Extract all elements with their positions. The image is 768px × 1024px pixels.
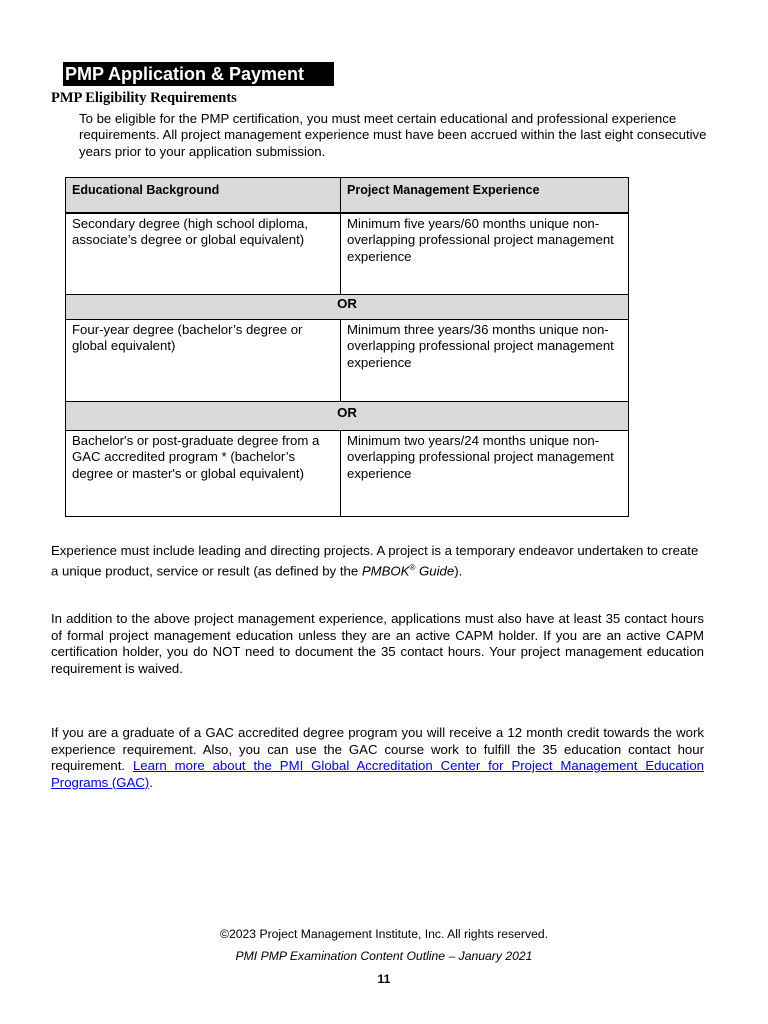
page-subtitle: PMP Eligibility Requirements <box>51 90 237 106</box>
eligibility-table <box>65 177 629 517</box>
education-cell: Bachelor's or post-graduate degree from a GAC accredited program * (bachelor’s degree or master's or global equivalent) <box>66 431 341 517</box>
experience-cell: Minimum two years/24 months unique non-overlapping professional project management experience <box>341 431 629 517</box>
page-number: 11 <box>377 972 391 986</box>
or-label: OR <box>66 402 629 431</box>
column-header-education: Educational Background <box>66 178 341 214</box>
gac-paragraph <box>51 725 704 791</box>
experience-paragraph <box>51 543 704 580</box>
education-paragraph: In addition to the above project management experience, applications must also have at least 35 contact hours of formal project management education unless they are an active CAPM holder. If you are an active CAPM certification holder, you do NOT need to document the 35 contact hours. Your project management education requirement is waived. <box>51 611 704 676</box>
paragraph-text: If you are a graduate of a GAC accredited degree program you will receive a 12 month credit towards the work experience requirement. Also, you can use the GAC course work to fulfill the 35 education contact hour requirement. <box>51 725 704 774</box>
document-title: PMI PMP Examination Content Outline – January 2021 <box>235 949 533 963</box>
pmbok-title: PMBOK <box>361 562 410 578</box>
copyright-notice: ©2023 Project Management Institute, Inc. All rights reserved. <box>219 927 549 941</box>
table-header-row <box>66 178 629 214</box>
or-label: OR <box>66 295 629 320</box>
paragraph-text: . <box>149 774 153 790</box>
education-cell: Secondary degree (high school diploma, associate’s degree or global equivalent) <box>66 213 341 295</box>
paragraph-text: ). <box>454 562 463 578</box>
or-separator-row <box>66 295 629 320</box>
registered-mark: ® <box>409 562 416 572</box>
experience-cell: Minimum five years/60 months unique non-overlapping professional project management experience <box>341 213 629 295</box>
table-row <box>66 213 629 295</box>
paragraph-text: Experience must include leading and directing projects. A project is a temporary endeavor undertaken to create a unique product, service or result (as defined by the <box>51 543 699 578</box>
section-title: PMP Application & Payment <box>63 62 334 86</box>
education-cell: Four-year degree (bachelor’s degree or global equivalent) <box>66 320 341 402</box>
gac-learn-more-link[interactable]: Learn more about the PMI Global Accreditation Center for Project Management Education Programs (GAC) <box>51 758 704 790</box>
experience-cell: Minimum three years/36 months unique non-overlapping professional project management experience <box>341 320 629 402</box>
column-header-experience: Project Management Experience <box>341 178 629 214</box>
table-row <box>66 320 629 402</box>
intro-paragraph: To be eligible for the PMP certification, you must meet certain educational and professional experience requirements. All project management experience must have been accrued within the last eight consecutive years prior to your application submission. <box>79 111 707 159</box>
guide-title: Guide <box>415 562 455 578</box>
table-row <box>66 431 629 517</box>
or-separator-row <box>66 402 629 431</box>
